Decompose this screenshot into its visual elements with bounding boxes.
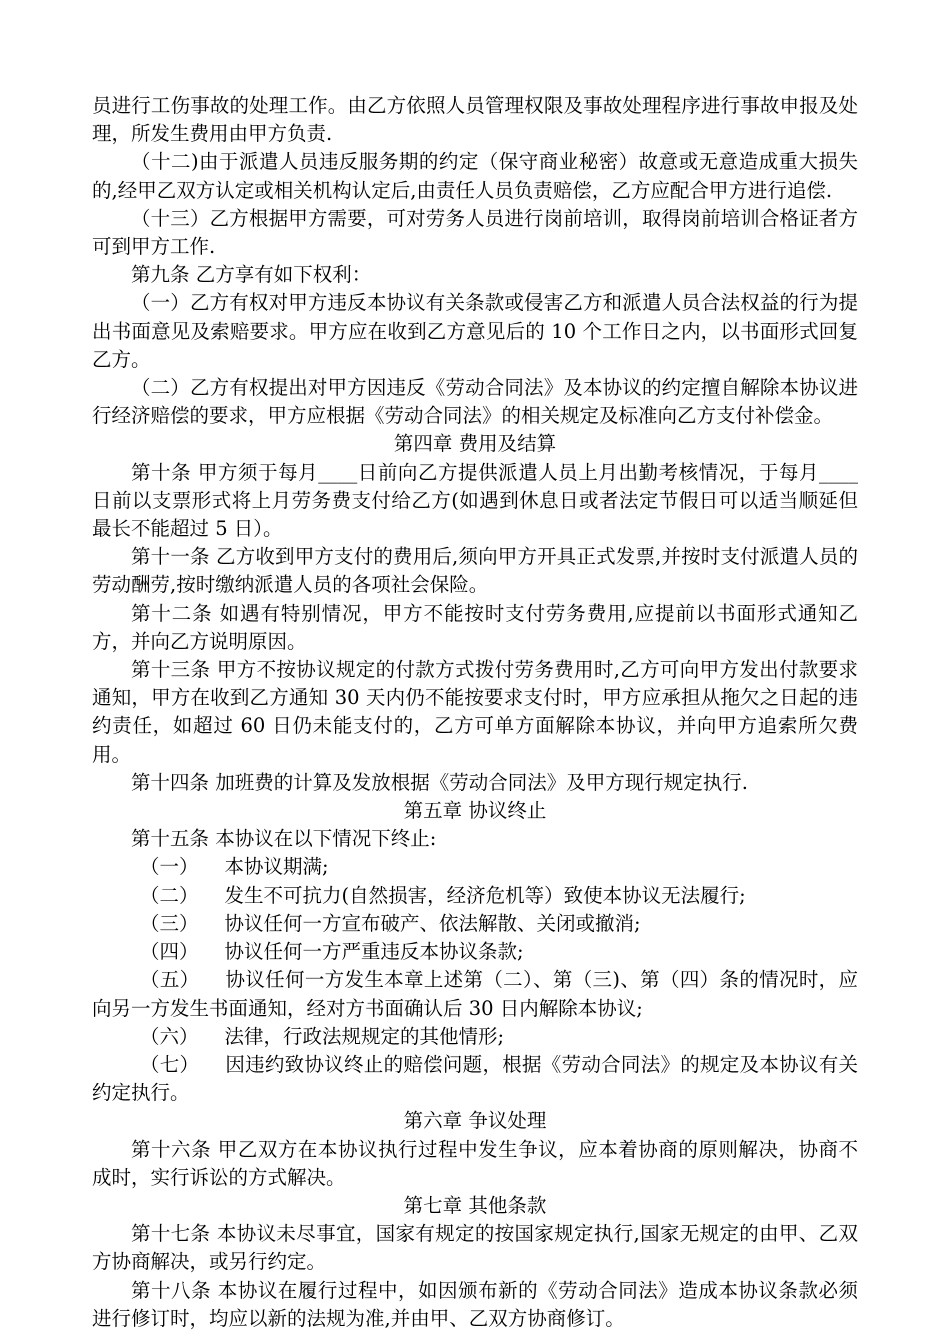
body-paragraph: （十三）乙方根据甲方需要，可对劳务人员进行岗前培训，取得岗前培训合格证者方可到甲方工作. [92, 206, 858, 259]
body-paragraph: （一）乙方有权对甲方违反本协议有关条款或侵害乙方和派遣人员合法权益的行为提出书面意见及索赔要求。甲方应在收到乙方意见后的 10 个工作日之内，以书面形式回复乙方。 [92, 291, 858, 371]
body-paragraph: （二）乙方有权提出对甲方因违反《劳动合同法》及本协议的约定擅自解除本协议进行经济赔偿的要求，甲方应根据《劳动合同法》的相关规定及标准向乙方支付补偿金。 [92, 376, 858, 428]
clause-text: 协议任何一方发生本章上述第（二）、第（三)、第（四）条的情况时，应向另一方发生书面通知，经对方书面确认后 30 日内解除本协议; [92, 968, 858, 1020]
termination-clause-item [92, 1023, 858, 1051]
termination-clause-item [92, 1051, 858, 1107]
clause-number: （五） [140, 968, 200, 992]
body-paragraph: 第十七条 本协议未尽事宜，国家有规定的按国家规定执行,国家无规定的由甲、乙双方协商解决，或另行约定。 [92, 1222, 858, 1274]
body-paragraph: 第九条 乙方享有如下权利： [131, 263, 372, 287]
body-paragraph: 第十五条 本协议在以下情况下终止: [131, 827, 437, 851]
chapter-heading: 第五章 协议终止 [403, 799, 547, 823]
termination-clause-item [92, 966, 858, 1022]
body-paragraph: 第十八条 本协议在履行过程中，如因颁布新的《劳动合同法》造成本协议条款必须进行修订时，均应以新的法规为准,并由甲、乙双方协商修订。 [92, 1278, 858, 1330]
clause-text: 发生不可抗力(自然损害，经济危机等）致使本协议无法履行; [224, 883, 746, 907]
clause-number: （七） [140, 1052, 200, 1076]
clause-number: （六） [140, 1024, 199, 1048]
termination-clause-item [92, 853, 858, 881]
body-paragraph: 第十四条 加班费的计算及发放根据《劳动合同法》及甲方现行规定执行. [131, 770, 748, 794]
body-paragraph: 第十六条 甲乙双方在本协议执行过程中发生争议，应本着协商的原则解决，协商不成时，实行诉讼的方式解决。 [92, 1137, 858, 1189]
clause-text: 本协议期满; [224, 855, 329, 879]
document-page [92, 92, 858, 1333]
clause-number: （二） [140, 883, 199, 907]
body-paragraph: 第十二条 如遇有特别情况，甲方不能按时支付劳务费用,应提前以书面形式通知乙方，并向乙方说明原因。 [92, 601, 858, 653]
body-paragraph: 第十条 甲方须于每月____日前向乙方提供派遣人员上月出勤考核情况，于每月____日前以支票形式将上月劳务费支付给乙方(如遇到休息日或者法定节假日可以适当顺延但最长不能超过 5 日）。 [92, 460, 858, 541]
body-paragraph: 第十三条 甲方不按协议规定的付款方式拨付劳务费用时,乙方可向甲方发出付款要求通知，甲方在收到乙方通知 30 天内仍不能按要求支付时，甲方应承担从拖欠之日起的违约责任，如超过 60 日仍未能支付的，乙方可单方面解除本协议，并向甲方追索所欠费用。 [92, 658, 858, 766]
chapter-heading: 第四章 费用及结算 [393, 432, 557, 456]
clause-number: （三） [140, 911, 199, 935]
termination-clause-item [92, 938, 858, 966]
chapter-heading: 第七章 其他条款 [403, 1193, 547, 1217]
body-paragraph: 第十一条 乙方收到甲方支付的费用后,须向甲方开具正式发票,并按时支付派遣人员的劳动酬劳,按时缴纳派遣人员的各项社会保险。 [92, 545, 858, 597]
clause-number: （四） [140, 940, 199, 964]
body-paragraph: 员进行工伤事故的处理工作。由乙方依照人员管理权限及事故处理程序进行事故申报及处理，所发生费用由甲方负责. [92, 94, 858, 146]
chapter-heading: 第六章 争议处理 [403, 1109, 547, 1133]
clause-text: 法律，行政法规规定的其他情形; [224, 1024, 505, 1048]
termination-clause-item [92, 910, 858, 938]
clause-text: 因违约致协议终止的赔偿问题，根据《劳动合同法》的规定及本协议有关约定执行。 [92, 1052, 858, 1105]
clause-text: 协议任何一方宣布破产、依法解散、关闭或撤消; [224, 911, 641, 935]
body-paragraph: （十二)由于派遣人员违反服务期的约定（保守商业秘密）故意或无意造成重大损失的,经甲乙双方认定或相关机构认定后,由责任人员负责赔偿，乙方应配合甲方进行追偿. [92, 150, 858, 202]
clause-text: 协议任何一方严重违反本协议条款; [224, 940, 524, 964]
clause-number: （一） [140, 855, 199, 879]
termination-clause-item [92, 882, 858, 910]
